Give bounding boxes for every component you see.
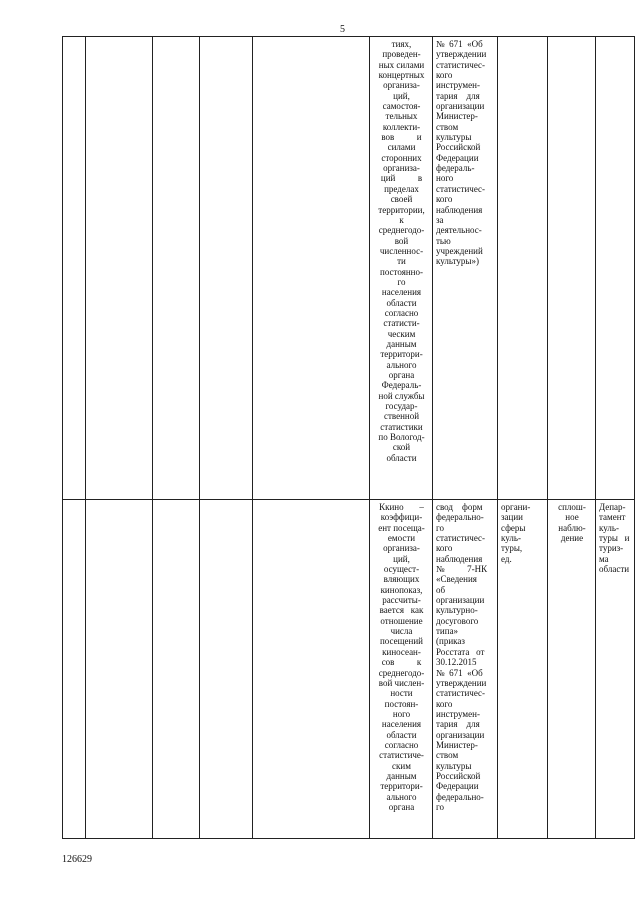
table-cell — [548, 37, 596, 500]
table-cell — [153, 37, 200, 500]
table-cell — [86, 500, 153, 839]
table-cell — [200, 500, 253, 839]
unit-cell: органи- зации сферы куль- туры, ед. — [498, 500, 548, 839]
table-cell — [253, 37, 370, 500]
table-cell — [253, 500, 370, 839]
indicator-table — [62, 36, 635, 839]
page-number: 5 — [340, 24, 345, 35]
table-cell — [498, 37, 548, 500]
responsible-body-cell: Депар- тамент куль- туры и туриз- ма области — [596, 500, 635, 839]
observation-method-cell: сплош- ное наблю- дение — [548, 500, 596, 839]
data-source-cell: № 671 «Об утверждении статистичес- кого инструмен- тария для организации Министер- ством культуры Российской Федерации федераль- ного статистичес- кого наблюдения за деятельнос- тью учреждений культуры») — [433, 37, 498, 500]
table-row — [63, 500, 635, 839]
table-cell — [86, 37, 153, 500]
table-cell — [63, 37, 86, 500]
table-cell — [200, 37, 253, 500]
table-row — [63, 37, 635, 500]
table-cell — [153, 500, 200, 839]
indicator-description-cell: Ккино – коэффици- ент посещa- емости организа- ций, осущест- вляющих кинопоказ, рассчиты- вается как отношение числа посещений киносеан- сов к среднегодо- вой числен- ности постоян- ного населения области согласно статистиче- ским данным территори- ального органа — [370, 500, 433, 839]
table-cell — [596, 37, 635, 500]
footer-code: 126629 — [62, 854, 92, 865]
indicator-description-cell: тиях, проведен- ных силами концертных организа- ций, самостоя- тельных коллекти- вов и силами сторонних организа- ций в пределах своей территории, к среднегодо- вой численнос- ти постоянно- го населения области согласно статисти- ческим данным территори- ального органа Федераль- ной службы государ- ственной статистики по Вологод- ской области — [370, 37, 433, 500]
data-source-cell: свод форм федерально- го статистичес- кого наблюдения № 7-НК «Сведения об организации культурно- досугового типа» (приказ Росстата от 30.12.2015 № 671 «Об утверждении статистичес- кого инструмен- тария для организации Министер- ством культуры Российской Федерации федерально- го — [433, 500, 498, 839]
table-cell — [63, 500, 86, 839]
